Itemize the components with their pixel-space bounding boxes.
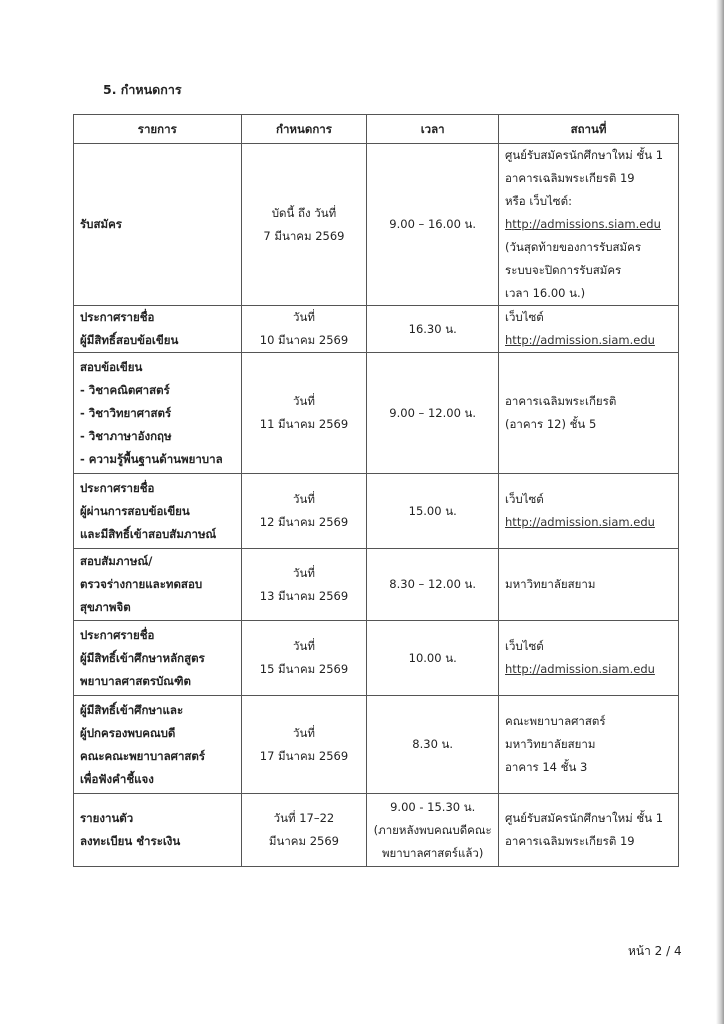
- website-link[interactable]: http://admission.siam.edu: [505, 515, 655, 529]
- row-place-text: เวลา 16.00 น.): [505, 286, 586, 300]
- row-date-text: วันที่: [293, 565, 315, 580]
- row-place-text: ระบบจะปิดการรับสมัคร: [505, 263, 622, 277]
- table-row: [74, 144, 679, 306]
- header-item: รายการ: [74, 115, 242, 144]
- row-date-cell: [241, 144, 367, 306]
- table-row: [74, 474, 679, 549]
- row-time-cell: [367, 549, 499, 621]
- row-time-cell: [367, 306, 499, 353]
- row-place-cell: [499, 794, 679, 867]
- row-date-text: วันที่: [293, 394, 315, 408]
- row-item-cell: [74, 549, 242, 621]
- header-time: เวลา: [367, 115, 499, 144]
- row-item-text: ผู้มีสิทธิ์เข้าศึกษาหลักสูตร: [80, 650, 205, 665]
- row-time-text: พยาบาลศาสตร์แล้ว): [381, 845, 484, 860]
- row-place-text: คณะพยาบาลศาสตร์: [505, 714, 606, 728]
- row-date-text: มีนาคม 2569: [268, 834, 340, 848]
- row-item-text: ผู้ผ่านการสอบข้อเขียน: [80, 503, 190, 518]
- table-row: [74, 621, 679, 696]
- row-date-text: 13 มีนาคม 2569: [259, 588, 349, 603]
- section-heading: 5. กำหนดการ: [103, 82, 182, 97]
- row-date-text: 10 มีนาคม 2569: [259, 333, 349, 347]
- row-item-text: - วิชาคณิตศาสตร์: [80, 382, 170, 397]
- row-item-text: ประกาศรายชื่อ: [80, 310, 155, 324]
- row-place-text: มหาวิทยาลัยสยาม: [505, 737, 596, 751]
- website-link[interactable]: http://admissions.siam.edu: [505, 217, 661, 231]
- scan-edge-shadow: [716, 0, 724, 1024]
- row-date-cell: [241, 549, 367, 621]
- row-place-text: (วันสุดท้ายของการรับสมัคร: [505, 240, 642, 254]
- row-date-text: 12 มีนาคม 2569: [259, 515, 349, 529]
- website-link[interactable]: http://admission.siam.edu: [505, 333, 655, 347]
- row-item-text: เพื่อฟังคำชี้แจง: [80, 771, 154, 786]
- header-date: กำหนดการ: [241, 115, 367, 144]
- row-time-text: 16.30 น.: [408, 321, 457, 336]
- row-item-text: ตรวจร่างกายและทดสอบ: [80, 577, 203, 591]
- row-item-text: พยาบาลศาสตรบัณฑิต: [80, 673, 191, 688]
- row-date-text: 7 มีนาคม 2569: [263, 228, 345, 243]
- row-time-text: 9.00 – 12.00 น.: [389, 405, 477, 420]
- row-time-text: (ภายหลังพบคณบดีคณะ: [373, 822, 492, 837]
- row-date-cell: [241, 794, 367, 867]
- table-row: [74, 549, 679, 621]
- website-link[interactable]: http://admission.siam.edu: [505, 662, 655, 676]
- row-time-text: 10.00 น.: [408, 650, 457, 665]
- row-item-text: ประกาศรายชื่อ: [80, 480, 155, 495]
- row-place-text: เว็บไซต์: [505, 310, 544, 324]
- row-date-text: 15 มีนาคม 2569: [259, 662, 349, 676]
- row-time-cell: [367, 353, 499, 474]
- row-item-text: สอบข้อเขียน: [80, 359, 143, 374]
- row-place-text: (อาคาร 12) ชั้น 5: [505, 417, 597, 431]
- row-item-text: ลงทะเบียน ชำระเงิน: [80, 834, 181, 848]
- row-date-text: วันที่ 17–22: [273, 811, 335, 825]
- row-place-text: ศูนย์รับสมัครนักศึกษาใหม่ ชั้น 1: [505, 148, 664, 162]
- row-time-cell: [367, 144, 499, 306]
- table-row: [74, 696, 679, 794]
- header-place: สถานที่: [499, 115, 679, 144]
- row-item-text: รายงานตัว: [80, 811, 134, 825]
- row-time-text: 9.00 - 15.30 น.: [390, 799, 476, 814]
- row-place-cell: [499, 621, 679, 696]
- row-place-cell: [499, 144, 679, 306]
- row-date-cell: [241, 474, 367, 549]
- row-item-cell: [74, 621, 242, 696]
- row-item-text: - วิชาภาษาอังกฤษ: [80, 428, 172, 443]
- row-date-cell: [241, 353, 367, 474]
- row-place-text: เว็บไซต์: [505, 492, 544, 506]
- row-item-text: สอบสัมภาษณ์/: [80, 554, 153, 568]
- table-row: [74, 353, 679, 474]
- schedule-table: [73, 114, 679, 867]
- row-place-text: ศูนย์รับสมัครนักศึกษาใหม่ ชั้น 1: [505, 811, 664, 825]
- page-number: หน้า 2 / 4: [628, 944, 682, 958]
- row-place-text: หรือ เว็บไซต์:: [505, 194, 572, 208]
- row-place-cell: [499, 474, 679, 549]
- row-place-text: อาคารเฉลิมพระเกียรติ 19: [505, 171, 635, 185]
- row-item-cell: [74, 696, 242, 794]
- row-date-text: วันที่: [293, 492, 315, 506]
- row-date-cell: [241, 306, 367, 353]
- row-item-text: คณะคณะพยาบาลศาสตร์: [80, 748, 206, 763]
- row-item-text: ผู้ปกครองพบคณบดี: [80, 725, 176, 740]
- row-date-text: วันที่: [293, 310, 315, 324]
- row-item-text: - ความรู้พื้นฐานด้านพยาบาล: [80, 451, 223, 466]
- row-item-text: รับสมัคร: [80, 217, 122, 231]
- row-item-text: ผู้มีสิทธิ์สอบข้อเขียน: [80, 333, 179, 347]
- row-place-text: เว็บไซต์: [505, 639, 544, 653]
- row-time-cell: [367, 474, 499, 549]
- row-date-cell: [241, 621, 367, 696]
- row-place-cell: [499, 696, 679, 794]
- row-item-cell: [74, 794, 242, 867]
- row-time-text: 8.30 น.: [412, 737, 454, 751]
- row-item-text: ประกาศรายชื่อ: [80, 627, 155, 642]
- row-item-text: สุขภาพจิต: [80, 600, 131, 614]
- row-place-text: อาคาร 14 ชั้น 3: [505, 760, 588, 774]
- row-date-text: วันที่: [293, 639, 315, 653]
- row-date-text: วันที่: [293, 725, 315, 740]
- row-time-cell: [367, 621, 499, 696]
- row-date-text: 11 มีนาคม 2569: [259, 417, 349, 431]
- row-date-text: บัดนี้ ถึง วันที่: [271, 205, 337, 220]
- row-place-text: อาคารเฉลิมพระเกียรติ: [505, 394, 617, 408]
- row-place-cell: [499, 353, 679, 474]
- table-row: [74, 794, 679, 867]
- row-place-text: มหาวิทยาลัยสยาม: [505, 577, 596, 591]
- row-date-cell: [241, 696, 367, 794]
- table-header-row: [74, 115, 679, 144]
- row-item-text: ผู้มีสิทธิ์เข้าศึกษาและ: [80, 702, 184, 717]
- row-time-cell: [367, 696, 499, 794]
- row-place-text: อาคารเฉลิมพระเกียรติ 19: [505, 834, 635, 848]
- row-item-text: - วิชาวิทยาศาสตร์: [80, 405, 172, 420]
- row-item-cell: [74, 144, 242, 306]
- row-item-cell: [74, 474, 242, 549]
- row-date-text: 17 มีนาคม 2569: [259, 748, 349, 763]
- row-item-cell: [74, 306, 242, 353]
- row-place-cell: [499, 549, 679, 621]
- row-time-text: 15.00 น.: [408, 503, 457, 518]
- row-place-cell: [499, 306, 679, 353]
- row-item-text: และมีสิทธิ์เข้าสอบสัมภาษณ์: [80, 526, 217, 541]
- row-item-cell: [74, 353, 242, 474]
- table-row: [74, 306, 679, 353]
- row-time-cell: [367, 794, 499, 867]
- row-time-text: 8.30 – 12.00 น.: [389, 577, 477, 591]
- row-time-text: 9.00 – 16.00 น.: [389, 217, 477, 231]
